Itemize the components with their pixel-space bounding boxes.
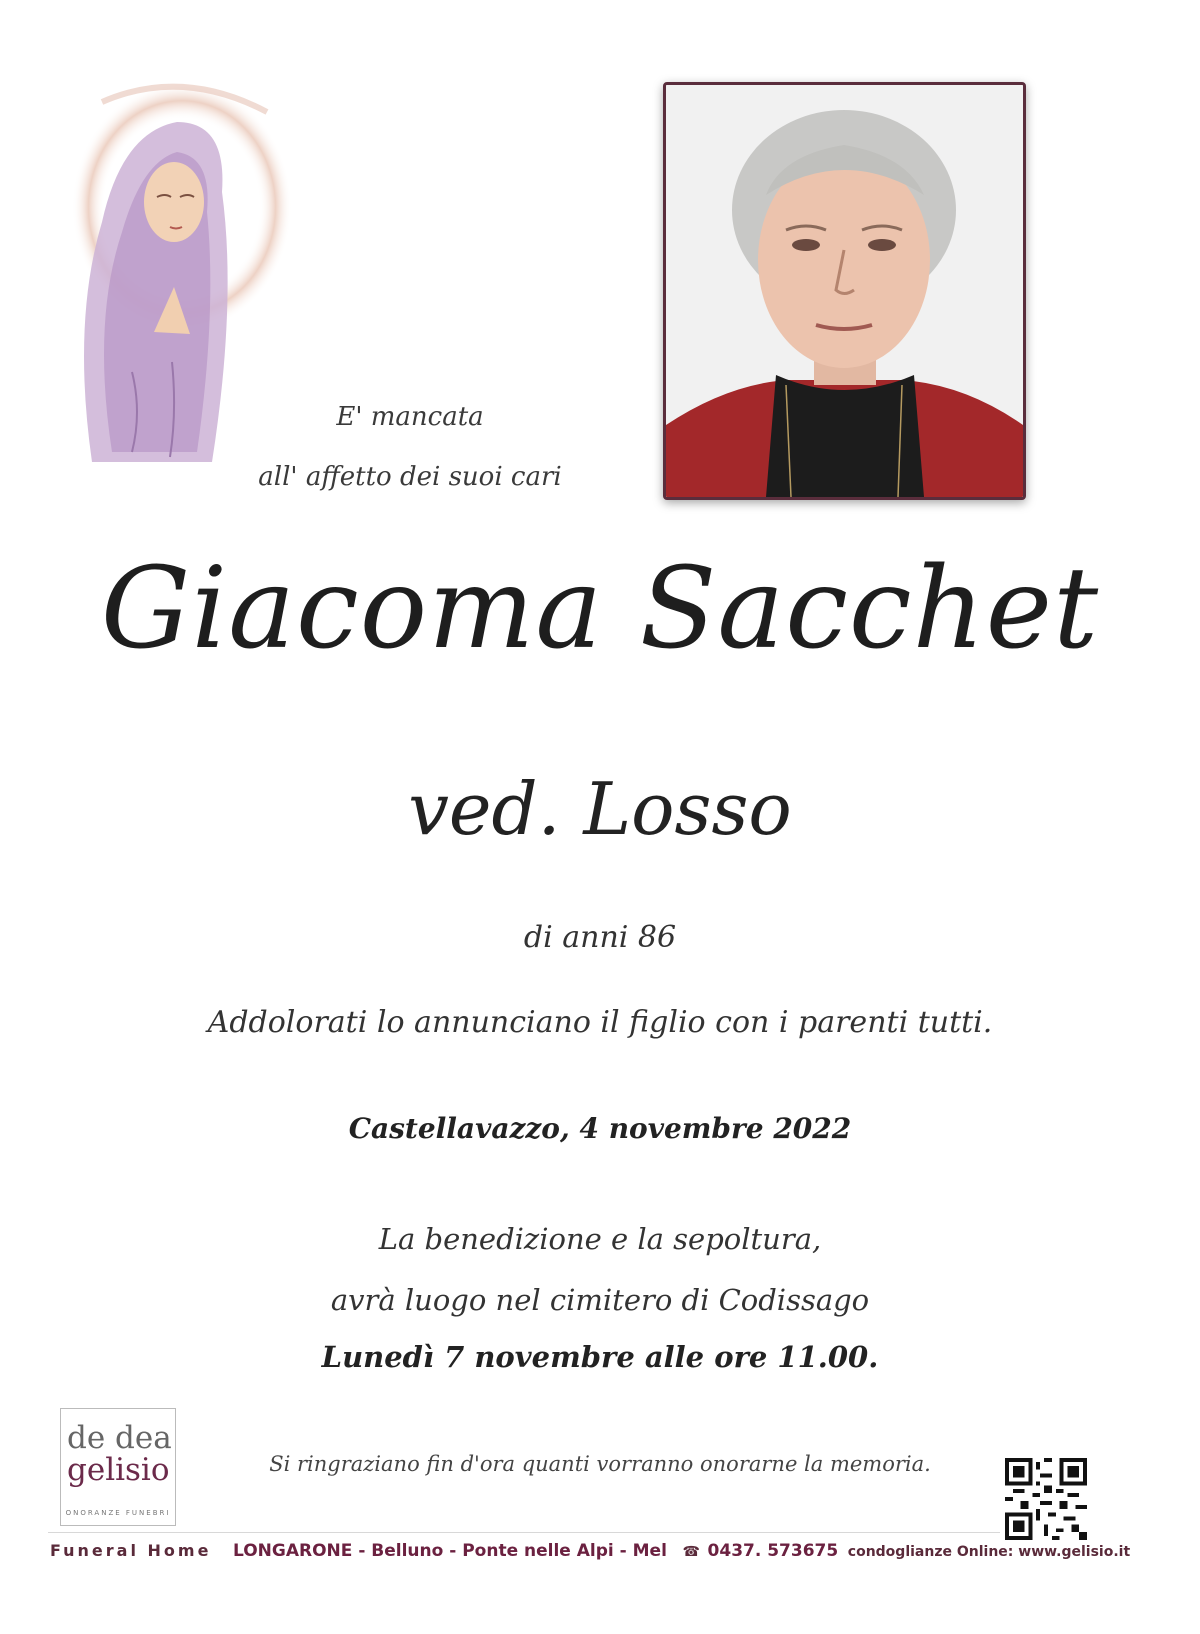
age: di anni 86 [523, 920, 677, 955]
deceased-name: Giacoma Sacchet [100, 544, 1100, 674]
ceremony-line-1: La benedizione e la sepoltura, [378, 1222, 822, 1256]
madonna-illustration-icon [62, 72, 292, 472]
funeral-home-label: Funeral Home [50, 1541, 212, 1560]
footer-divider [48, 1532, 1000, 1533]
phone-icon: ☎ [682, 1544, 700, 1560]
footer-towns: LONGARONE - Belluno - Ponte nelle Alpi - Mel [233, 1541, 667, 1561]
logo-line-1: de dea [67, 1420, 172, 1456]
funeral-home-logo [60, 1408, 176, 1526]
thanks-message: Si ringraziano fin d'ora quanti vorranno onorarne la memoria. [269, 1452, 931, 1476]
ceremony-line-2: avrà luogo nel cimitero di Codissago [330, 1283, 870, 1317]
footer [50, 1540, 1150, 1563]
qr-code-icon [1005, 1458, 1087, 1540]
married-name: ved. Losso [408, 767, 792, 851]
place-date: Castellavazzo, 4 novembre 2022 [348, 1112, 852, 1145]
footer-phone[interactable]: 0437. 573675 [707, 1541, 839, 1561]
portrait-photo-icon [666, 85, 1023, 497]
logo-line-2: gelisio [67, 1452, 170, 1488]
ceremony-line-3: Lunedì 7 novembre alle ore 11.00. [321, 1340, 879, 1374]
intro-line-2: all' affetto dei suoi cari [258, 462, 562, 492]
portrait-frame [663, 82, 1026, 500]
logo-subtitle: ONORANZE FUNEBRI [65, 1509, 171, 1517]
intro-line-1: E' mancata [336, 402, 484, 432]
qr-code[interactable] [1005, 1458, 1087, 1540]
announcement-message: Addolorati lo annunciano il figlio con i parenti tutti. [207, 1005, 993, 1040]
madonna-image [62, 72, 292, 472]
footer-online-link[interactable]: condoglianze Online: www.gelisio.it [847, 1544, 1131, 1560]
